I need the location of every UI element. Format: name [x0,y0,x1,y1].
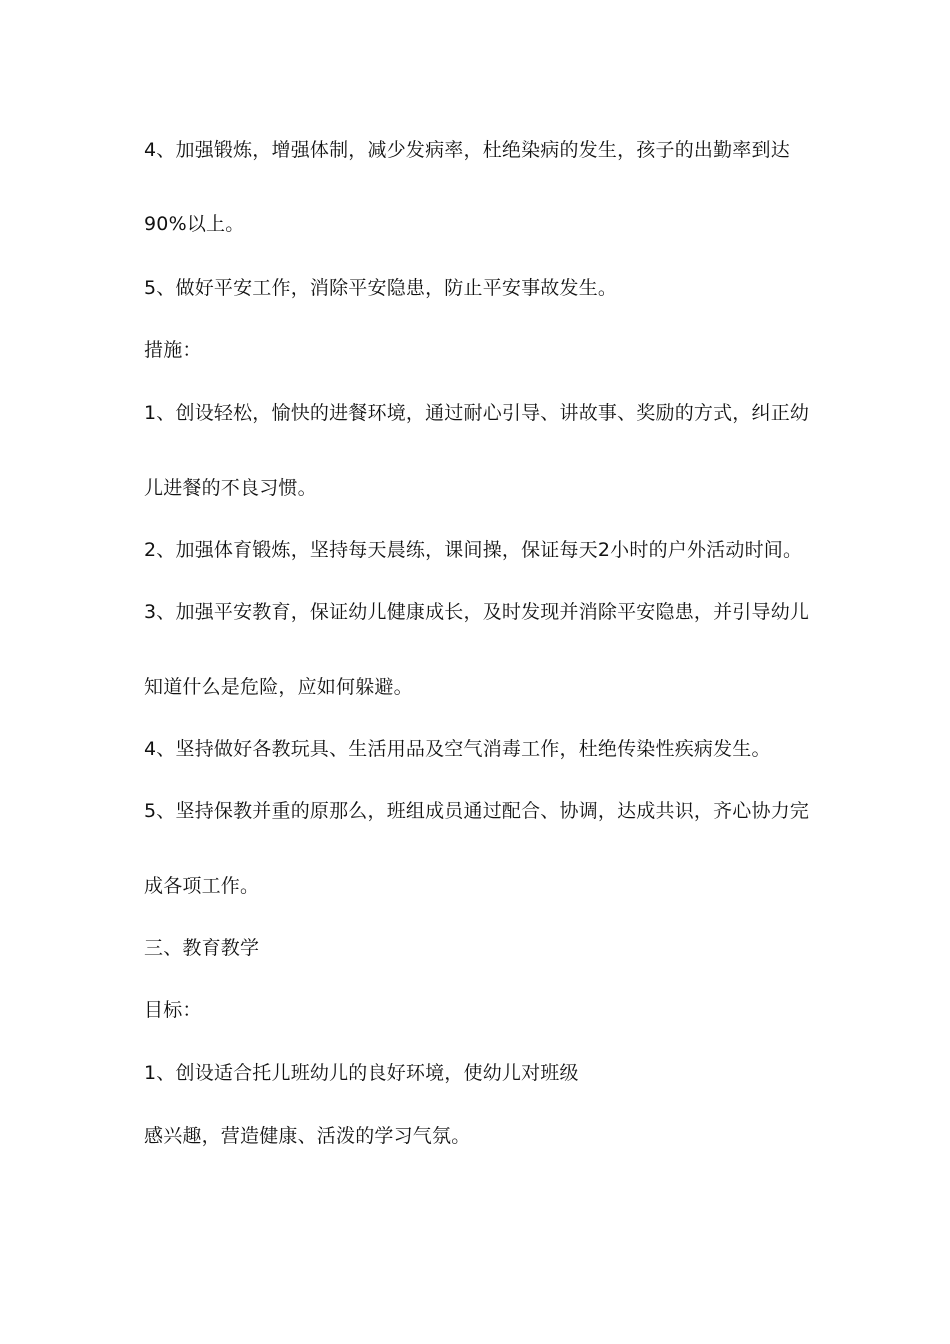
text-line: 1、创设轻松，愉快的进餐环境，通过耐心引导、讲故事、奖励的方式，纠正幼 [144,402,810,424]
text-line: 1、创设适合托儿班幼儿的良好环境，使幼儿对班级 [144,1062,579,1084]
text-line: 4、坚持做好各教玩具、生活用品及空气消毒工作，杜绝传染性疾病发生。 [144,738,771,760]
text-line: 4、加强锻炼，增强体制，减少发病率，杜绝染病的发生，孩子的出勤率到达 [144,139,790,161]
text-line: 3、加强平安教育，保证幼儿健康成长，及时发现并消除平安隐患，并引导幼儿 [144,601,810,623]
section-label: 目标： [144,999,202,1021]
text-line: 5、坚持保教并重的原那么，班组成员通过配合、协调，达成共识，齐心协力完 [144,800,810,822]
text-line: 成各项工作。 [144,875,260,897]
text-line: 感兴趣，营造健康、活泼的学习气氛。 [144,1125,471,1147]
text-line: 2、加强体育锻炼，坚持每天晨练，课间操，保证每天2小时的户外活动时间。 [144,539,803,561]
text-line: 儿进餐的不良习惯。 [144,477,317,499]
section-heading: 三、教育教学 [144,937,260,959]
text-line: 知道什么是危险，应如何躲避。 [144,676,413,698]
text-line: 90%以上。 [144,213,245,235]
section-label: 措施： [144,339,202,361]
text-line: 5、做好平安工作，消除平安隐患，防止平安事故发生。 [144,277,618,299]
